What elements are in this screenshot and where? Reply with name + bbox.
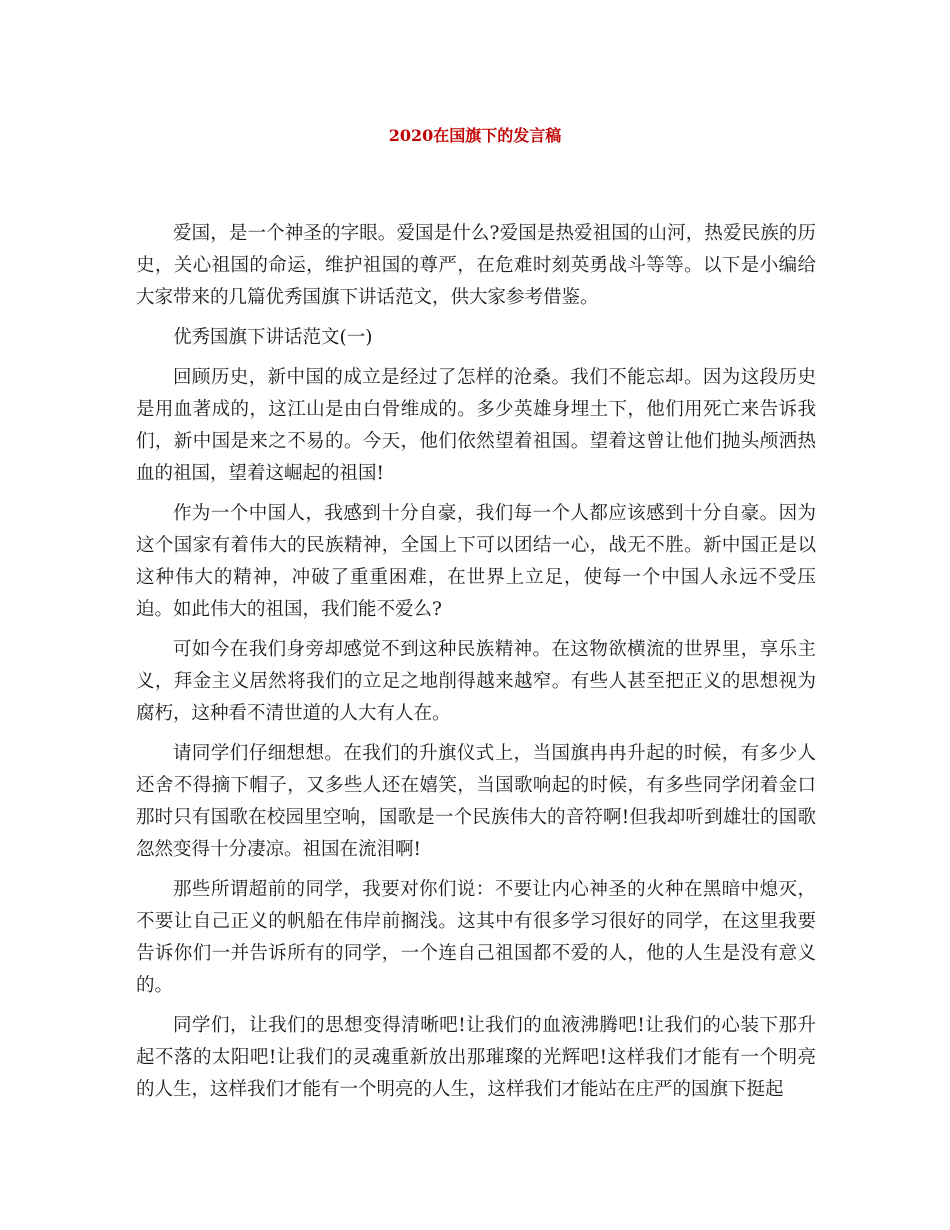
- document-title: 2020在国旗下的发言稿: [388, 126, 562, 145]
- document-body: [136, 218, 816, 1114]
- body-paragraph: 可如今在我们身旁却感觉不到这种民族精神。在这物欲横流的世界里，享乐主义，拜金主义居然将我们的立足之地削得越来越窄。有些人甚至把正义的思想视为腐朽，这种看不清世道的人大有人在。: [136, 639, 816, 724]
- body-paragraph: 请同学们仔细想想。在我们的升旗仪式上，当国旗冉冉升起的时候，有多少人还舍不得摘下帽子，又多些人还在嬉笑，当国歌响起的时候，有多些同学闭着金口那时只有国歌在校园里空响，国歌是一个民族伟大的音符啊!但我却听到雄壮的国歌忽然变得十分凄凉。祖国在流泪啊!: [136, 743, 816, 860]
- body-paragraph: 那些所谓超前的同学，我要对你们说：不要让内心神圣的火种在黑暗中熄灭，不要让自己正义的帆船在伟岸前搁浅。这其中有很多学习很好的同学，在这里我要告诉你们一并告诉所有的同学，一个连自己祖国都不爱的人，他的人生是没有意义的。: [136, 879, 816, 996]
- section-heading: 优秀国旗下讲话范文(一): [173, 327, 373, 348]
- body-paragraph: 作为一个中国人，我感到十分自豪，我们每一个人都应该感到十分自豪。因为这个国家有着伟大的民族精神，全国上下可以团结一心，战无不胜。新中国正是以这种伟大的精神，冲破了重重困难，在世界上立足，使每一个中国人永远不受压迫。如此伟大的祖国，我们能不爱么?: [136, 503, 816, 620]
- body-paragraph: 同学们，让我们的思想变得清晰吧!让我们的血液沸腾吧!让我们的心装下那升起不落的太阳吧!让我们的灵魂重新放出那璀璨的光辉吧!这样我们才能有一个明亮的人生，这样我们才能有一个明亮的人生，这样我们才能站在庄严的国旗下挺起: [136, 1015, 816, 1100]
- intro-paragraph: 爱国，是一个神圣的字眼。爱国是什么?爱国是热爱祖国的山河，热爱民族的历史，关心祖国的命运，维护祖国的尊严，在危难时刻英勇战斗等等。以下是小编给大家带来的几篇优秀国旗下讲话范文，供大家参考借鉴。: [136, 223, 816, 308]
- body-paragraph: 回顾历史，新中国的成立是经过了怎样的沧桑。我们不能忘却。因为这段历史是用血著成的，这江山是由白骨维成的。多少英雄身埋土下，他们用死亡来告诉我们，新中国是来之不易的。今天，他们依然望着祖国。望着这曾让他们抛头颅洒热血的祖国，望着这崛起的祖国!: [136, 367, 816, 484]
